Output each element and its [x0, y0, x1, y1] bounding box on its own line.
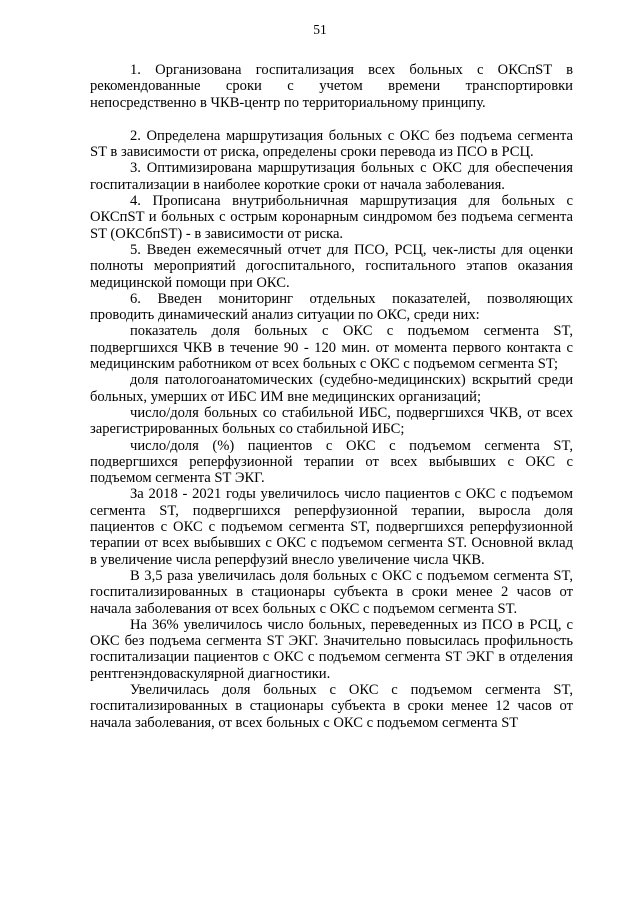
- paragraph-2: 2. Определена маршрутизация больных с ОКС без подъема сегмента ST в зависимости от риска, определены сроки перевода из ПСО в РСЦ.: [90, 127, 573, 161]
- indicator-item-3: число/доля больных со стабильной ИБС, подвергшихся ЧКВ, от всех зарегистрированных больных со стабильной ИБС;: [90, 404, 573, 438]
- paragraph-gap: [90, 111, 573, 128]
- paragraph-5: 5. Введен ежемесячный отчет для ПСО, РСЦ, чек-листы для оценки полноты мероприятий догоспитального, госпитального этапов оказания медицинской помощи при ОКС.: [90, 241, 573, 291]
- results-paragraph-1: За 2018 - 2021 годы увеличилось число пациентов с ОКС с подъемом сегмента ST, подвергшихся реперфузионной терапии, выросла доля пациентов с ОКС с подъемом сегмента ST, подвергшихся реперфузионной терапии от всех выбывших с ОКС с подъемом сегмента ST. Основной вклад в увеличение числа реперфузий внесло увеличение числа ЧКВ.: [90, 486, 573, 568]
- document-body: [90, 62, 573, 731]
- indicator-item-4: число/доля (%) пациентов с ОКС с подъемом сегмента ST, подвергшихся реперфузионной терапии от всех выбывших с ОКС с подъемом сегмента ST ЭКГ.: [90, 437, 573, 487]
- results-paragraph-3: На 36% увеличилось число больных, переведенных из ПСО в РСЦ, с ОКС без подъема сегмента ST ЭКГ. Значительно повысилась профильность госпитализации пациентов с ОКС с подъемом сегмента ST ЭКГ в отделения рентгенэндоваскулярной диагностики.: [90, 616, 573, 682]
- paragraph-3: 3. Оптимизирована маршрутизация больных с ОКС для обеспечения госпитализации в наиболее короткие сроки от начала заболевания.: [90, 160, 573, 193]
- paragraph-4: 4. Прописана внутрибольничная маршрутизация для больных с ОКСпST и больных с острым коронарным синдромом без подъема сегмента ST (ОКСбпST) - в зависимости от риска.: [90, 193, 573, 242]
- results-paragraph-2: В 3,5 раза увеличилась доля больных с ОКС с подъемом сегмента ST, госпитализированных в стационары субъекта в сроки менее 2 часов от начала заболевания от всех больных с ОКС с подъемом сегмента ST.: [90, 567, 573, 617]
- paragraph-6: 6. Введен мониторинг отдельных показателей, позволяющих проводить динамический анализ ситуации по ОКС, среди них:: [90, 290, 573, 324]
- indicator-item-2: доля патологоанатомических (судебно-медицинских) вскрытий среди больных, умерших от ИБС ИМ вне медицинских организаций;: [90, 372, 573, 405]
- indicator-item-1: показатель доля больных с ОКС с подъемом сегмента ST, подвергшихся ЧКВ в течение 90 - 120 мин. от момента первого контакта с медицинским работником от всех больных с ОКС с подъемом сегмента ST;: [90, 323, 573, 373]
- page-number: 51: [313, 22, 327, 37]
- paragraph-1: 1. Организована госпитализация всех больных с ОКСпST в рекомендованные сроки с учетом времени транспортировки непосредственно в ЧКВ-центр по территориальному принципу.: [90, 62, 573, 111]
- results-paragraph-4: Увеличилась доля больных с ОКС с подъемом сегмента ST, госпитализированных в стационары субъекта в сроки менее 12 часов от начала заболевания, от всех больных с ОКС с подъемом сегмента ST: [90, 681, 573, 731]
